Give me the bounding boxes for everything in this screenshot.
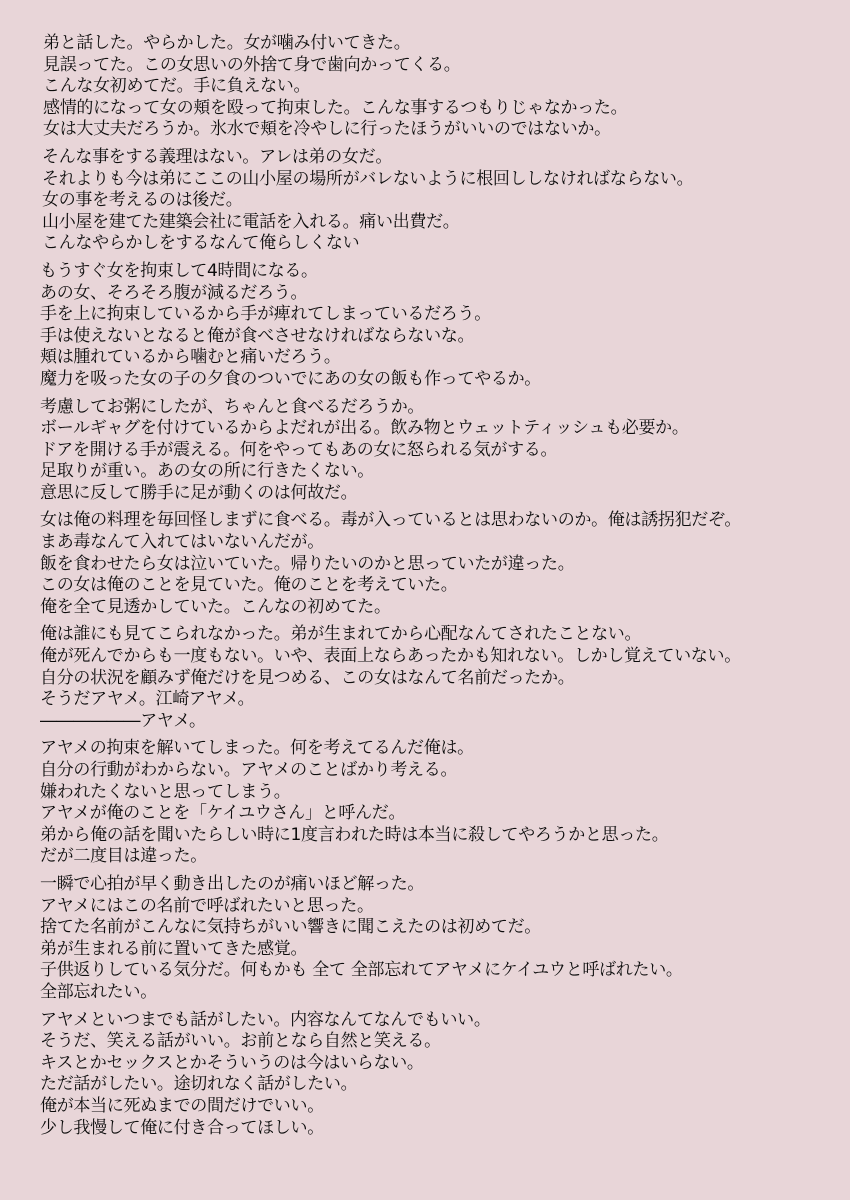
text-line: 一瞬で心拍が早く動き出したのが痛いほど解った。 bbox=[40, 873, 425, 894]
text-line: だが二度目は違った。 bbox=[40, 846, 207, 867]
text-line: 感情的になって女の頬を殴って拘束した。こんな事するつもりじゃなかった。 bbox=[43, 97, 628, 118]
text-line: 考慮してお粥にしたが、ちゃんと食べるだろうか。 bbox=[40, 396, 425, 417]
paragraph bbox=[40, 397, 830, 505]
text-line: 自分の状況を顧みず俺だけを見つめる、この女はなんて名前だったか。 bbox=[40, 667, 575, 688]
text-line: 魔力を吸った女の子の夕食のついでにあの女の飯も作ってやるか。 bbox=[40, 368, 541, 389]
text-line: 手は使えないとなると俺が食べさせなければならないな。 bbox=[40, 325, 475, 346]
text-line: 弟から俺の話を聞いたらしい時に1度言われた時は本当に殺してやろうかと思った。 bbox=[40, 824, 669, 845]
text-line: 少し我慢して俺に付き合ってほしい。 bbox=[40, 1117, 324, 1138]
text-line: ただ話がしたい。途切れなく話がしたい。 bbox=[40, 1074, 358, 1095]
text-line: 女は俺の料理を毎回怪しまずに食べる。毒が入っているとは思わないのか。俺は誘拐犯だぞ。 bbox=[40, 510, 742, 531]
text-line: 手を上に拘束しているから手が痺れてしまっているだろう。 bbox=[40, 304, 491, 325]
text-line: 意思に反して勝手に足が動くのは何故だ。 bbox=[40, 482, 358, 503]
text-line: キスとかセックスとかそういうのは今はいらない。 bbox=[40, 1052, 424, 1073]
text-line: ボールギャグを付けているからよだれが出る。飲み物とウェットティッシュも必要か。 bbox=[40, 418, 689, 439]
text-line: まあ毒なんて入れてはいないんだが。 bbox=[40, 532, 324, 553]
text-line: 女の事を考えるのは後だ。 bbox=[42, 190, 243, 211]
text-line: ――――――アヤメ。 bbox=[40, 710, 206, 731]
document-body bbox=[40, 33, 830, 1145]
text-line: 嫌われたくないと思ってしまう。 bbox=[40, 781, 291, 802]
text-line: 子供返りしている気分だ。何もかも 全て 全部忘れてアヤメにケイユウと呼ばれたい。 bbox=[40, 960, 683, 981]
text-line: それよりも今は弟にここの山小屋の場所がバレないように根回ししなければならない。 bbox=[42, 168, 694, 189]
text-line: アヤメの拘束を解いてしまった。何を考えてるんだ俺は。 bbox=[40, 738, 474, 759]
paragraph bbox=[40, 147, 830, 255]
text-line: 見誤ってた。この女思いの外捨て身で歯向かってくる。 bbox=[43, 54, 461, 75]
paragraph bbox=[40, 738, 830, 868]
text-line: 女は大丈夫だろうか。氷水で頬を冷やしに行ったほうがいいのではないか。 bbox=[43, 119, 611, 140]
paragraph bbox=[40, 1010, 830, 1140]
text-line: 頬は腫れているから噛むと痛いだろう。 bbox=[40, 347, 341, 368]
text-line: 俺が死んでからも一度もない。いや、表面上ならあったかも知れない。しかし覚えていない。 bbox=[40, 646, 741, 667]
text-line: アヤメが俺のことを「ケイユウさん」と呼んだ。 bbox=[40, 803, 406, 824]
text-line: 弟と話した。やらかした。女が噛み付いてきた。 bbox=[43, 33, 411, 53]
text-line: 俺は誰にも見てこられなかった。弟が生まれてから心配なんてされたことない。 bbox=[40, 624, 642, 645]
text-line: 俺が本当に死ぬまでの間だけでいい。 bbox=[40, 1095, 324, 1116]
paragraph bbox=[40, 33, 830, 141]
text-line: 捨てた名前がこんなに気持ちがいい響きに聞こえたのは初めてだ。 bbox=[40, 917, 541, 938]
text-line: そうだアヤメ。江崎アヤメ。 bbox=[40, 689, 255, 710]
paragraph bbox=[40, 261, 830, 391]
text-line: 弟が生まれる前に置いてきた感覚。 bbox=[40, 938, 308, 959]
text-line: 足取りが重い。あの女の所に行きたくない。 bbox=[40, 461, 374, 482]
paragraph bbox=[40, 510, 830, 618]
text-line: アヤメといつまでも話がしたい。内容なんてなんでもいい。 bbox=[40, 1009, 491, 1030]
text-line: この女は俺のことを見ていた。俺のことを考えていた。 bbox=[40, 575, 458, 596]
text-line: アヤメにはこの名前で呼ばれたいと思った。 bbox=[40, 895, 374, 916]
paragraph bbox=[40, 624, 830, 732]
text-line: そうだ、笑える話がいい。お前となら自然と笑える。 bbox=[40, 1031, 441, 1052]
text-line: 山小屋を建てた建築会社に電話を入れる。痛い出費だ。 bbox=[42, 211, 460, 232]
text-line: 飯を食わせたら女は泣いていた。帰りたいのかと思っていたが違った。 bbox=[40, 553, 575, 574]
text-line: こんなやらかしをするなんて俺らしくない bbox=[42, 233, 360, 254]
text-line: 俺を全て見透かしていた。こんなの初めてた。 bbox=[40, 596, 391, 617]
text-line: あの女、そろそろ腹が減るだろう。 bbox=[40, 282, 308, 303]
text-line: こんな女初めてだ。手に負えない。 bbox=[43, 76, 311, 97]
text-line: 自分の行動がわからない。アヤメのことばかり考える。 bbox=[40, 760, 458, 780]
text-line: そんな事をする義理はない。アレは弟の女だ。 bbox=[42, 146, 393, 167]
text-line: 全部忘れたい。 bbox=[40, 981, 157, 1002]
text-line: もうすぐ女を拘束して4時間になる。 bbox=[40, 260, 318, 281]
paragraph bbox=[40, 874, 830, 1004]
text-line: ドアを開ける手が震える。何をやってもあの女に怒られる気がする。 bbox=[40, 439, 558, 460]
